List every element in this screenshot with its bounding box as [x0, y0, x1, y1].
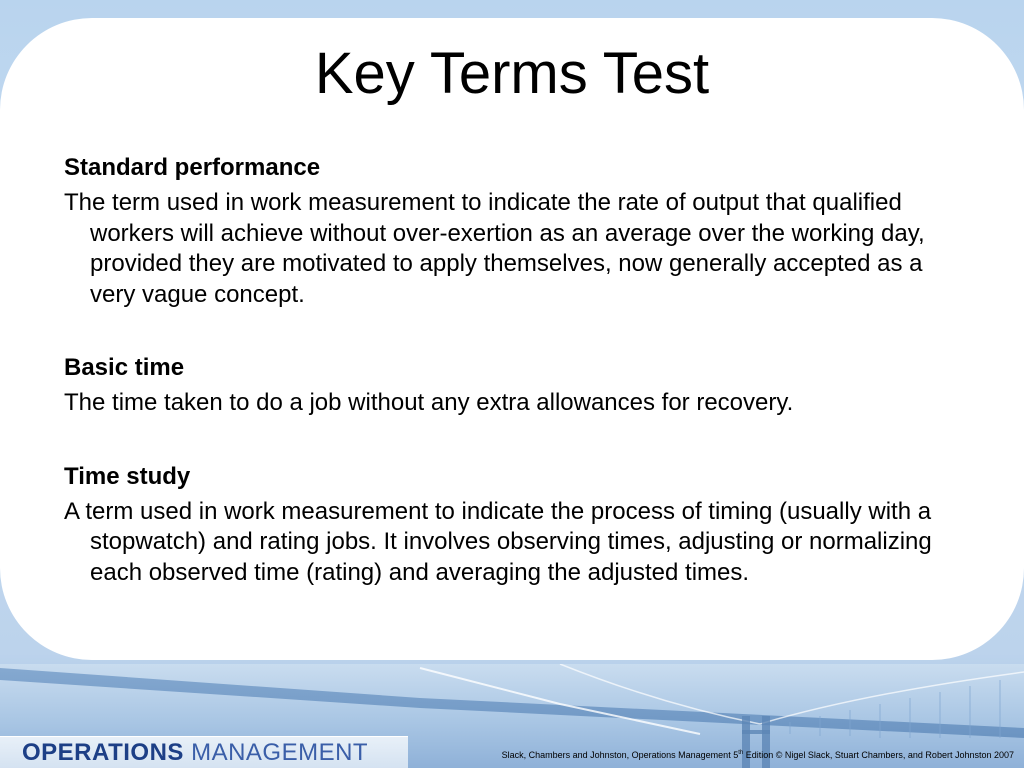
slide-title: Key Terms Test	[314, 41, 710, 106]
term-entry	[64, 152, 964, 310]
logo-bold-text: OPERATIONS	[22, 739, 184, 766]
copyright-footer	[440, 747, 1014, 761]
term-entry	[64, 461, 964, 589]
logo-light-text: MANAGEMENT	[191, 739, 369, 766]
term-heading: Time study	[64, 462, 191, 490]
footer-text-end: Edition © Nigel Slack, Stuart Chambers, and Robert Johnston 2007	[743, 750, 1014, 760]
spacer	[64, 310, 964, 352]
term-heading: Standard performance	[64, 154, 321, 181]
term-heading: Basic time	[64, 354, 185, 381]
footer-superscript: th	[738, 750, 744, 756]
terms-list	[64, 152, 964, 588]
term-definition: The time taken to do a job without any extra allowances for recovery.	[64, 389, 794, 416]
term-entry	[64, 352, 964, 419]
term-definition: A term used in work measurement to indicate the process of timing (usually with a stopwatch) and rating jobs. It involves observing times, adjusting or normalizing each observed time (rating) and averaging the adjusted times.	[64, 497, 932, 586]
term-definition: The term used in work measurement to indicate the rate of output that qualified workers will achieve without over-exertion as an average over the working day, provided they are motivated to apply themselves, now generally accepted as a very vague concept.	[64, 189, 925, 308]
spacer	[64, 419, 964, 461]
footer-text-start: Slack, Chambers and Johnston, Operations Management 5	[501, 750, 739, 760]
operations-management-logo	[22, 739, 368, 767]
